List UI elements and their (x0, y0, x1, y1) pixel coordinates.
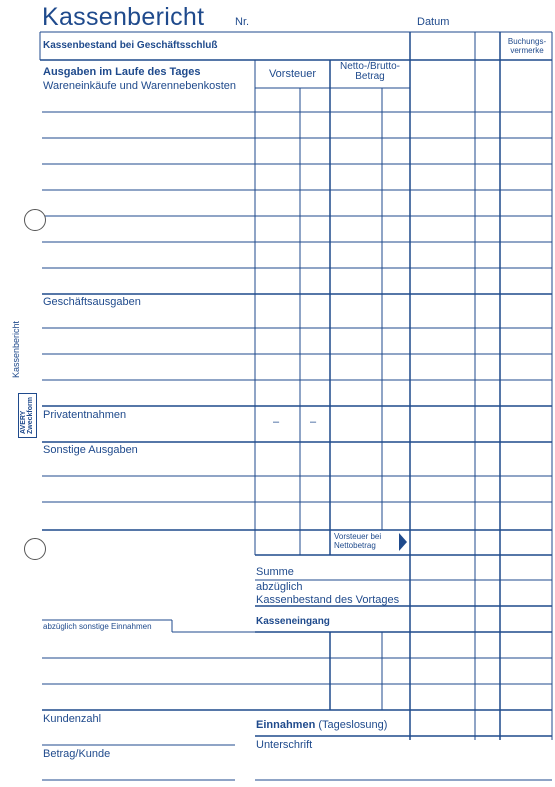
vorsteuer-dash: – (273, 416, 280, 428)
avery-zweckform-logo (18, 393, 37, 438)
abzueglich-sonstige-label: abzüglich sonstige Einnahmen (43, 622, 152, 631)
summe-label: Summe (256, 566, 294, 578)
vorsteuer-dash-2: – (310, 416, 317, 428)
kasseneingang-label: Kasseneingang (256, 616, 330, 627)
vorsteuer-header: Vorsteuer (268, 68, 317, 80)
geschaeftsausgaben-label: Geschäftsausgaben (43, 296, 141, 308)
punch-hole-top (24, 209, 46, 231)
form-title: Kassenbericht (42, 3, 205, 31)
punch-hole-bottom (24, 538, 46, 560)
sonstige-ausgaben-label: Sonstige Ausgaben (43, 444, 138, 456)
einnahmen-label (256, 719, 387, 732)
logo-top-text: AVERY (20, 410, 27, 434)
ausgaben-heading: Ausgaben im Laufe des Tages (43, 66, 201, 78)
arrow-marker-icon (399, 533, 407, 551)
datum-label: Datum (417, 16, 450, 28)
betrag-kunde-label: Betrag/Kunde (43, 748, 111, 760)
tageslosung-text: (Tageslosung) (318, 719, 388, 731)
nr-label: Nr. (235, 16, 250, 28)
kassenbestand-vortag-label: Kassenbestand des Vortages (256, 594, 400, 606)
netto-brutto-header: Netto-/Brutto- Betrag (339, 61, 401, 82)
wareneinkaeufe-label: Wareneinkäufe und Warennebenkosten (43, 80, 237, 92)
buchungsvermerke-label: Buchungs- vermerke (507, 37, 547, 56)
logo-bottom-text: Zweckform (27, 397, 35, 434)
kassenbestand-schluss-label: Kassenbestand bei Geschäftsschluß (43, 40, 218, 51)
kundenzahl-label: Kundenzahl (43, 713, 102, 725)
einnahmen-bold: Einnahmen (256, 719, 316, 731)
side-label: Kassenbericht (11, 320, 21, 378)
privatentnahmen-label: Privatentnahmen (43, 409, 127, 421)
abzueglich-label: abzüglich (256, 581, 303, 593)
vorsteuer-netto-label: Vorsteuer bei Nettobetrag (334, 532, 382, 551)
unterschrift-label: Unterschrift (256, 739, 313, 751)
